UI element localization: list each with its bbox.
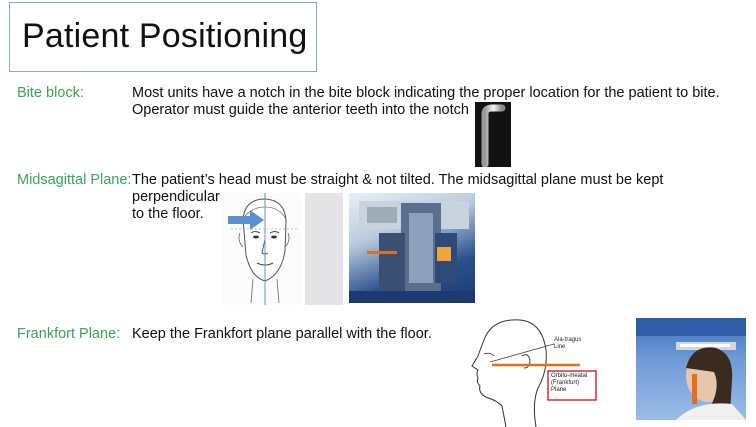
xray-unit-photo <box>349 193 475 303</box>
bite-block-label: Bite block: <box>17 85 84 101</box>
midsagittal-label: Midsagittal Plane: <box>17 172 132 188</box>
frankfort-text: Keep the Frankfort plane parallel with the floor. <box>132 326 432 342</box>
midsagittal-line-2: to the floor. <box>132 206 204 222</box>
gray-panel <box>305 193 343 305</box>
frankfort-diagram <box>462 310 604 427</box>
patient-photo <box>636 318 746 420</box>
bite-block-line-2: Operator must guide the anterior teeth into the notch <box>132 102 469 118</box>
midsagittal-line-1: The patient’s head must be straight & not tilted. The midsagittal plane must be kept perpendicular <box>132 172 664 205</box>
bite-block-image <box>475 102 511 167</box>
ala-tragus-label: Ala-tragus Line <box>554 337 582 350</box>
orbito-meatal-label: Orbito-meatal (Frankfurt) Plane <box>551 373 588 393</box>
title-box <box>9 2 317 72</box>
blue-arrow-icon <box>228 210 264 230</box>
page-title: Patient Positioning <box>22 17 308 55</box>
bite-block-line-1: Most units have a notch in the bite block indicating the proper location for the patient to bite. <box>132 85 720 101</box>
bite-block-text <box>132 85 752 119</box>
frankfort-label: Frankfort Plane: <box>17 326 121 342</box>
